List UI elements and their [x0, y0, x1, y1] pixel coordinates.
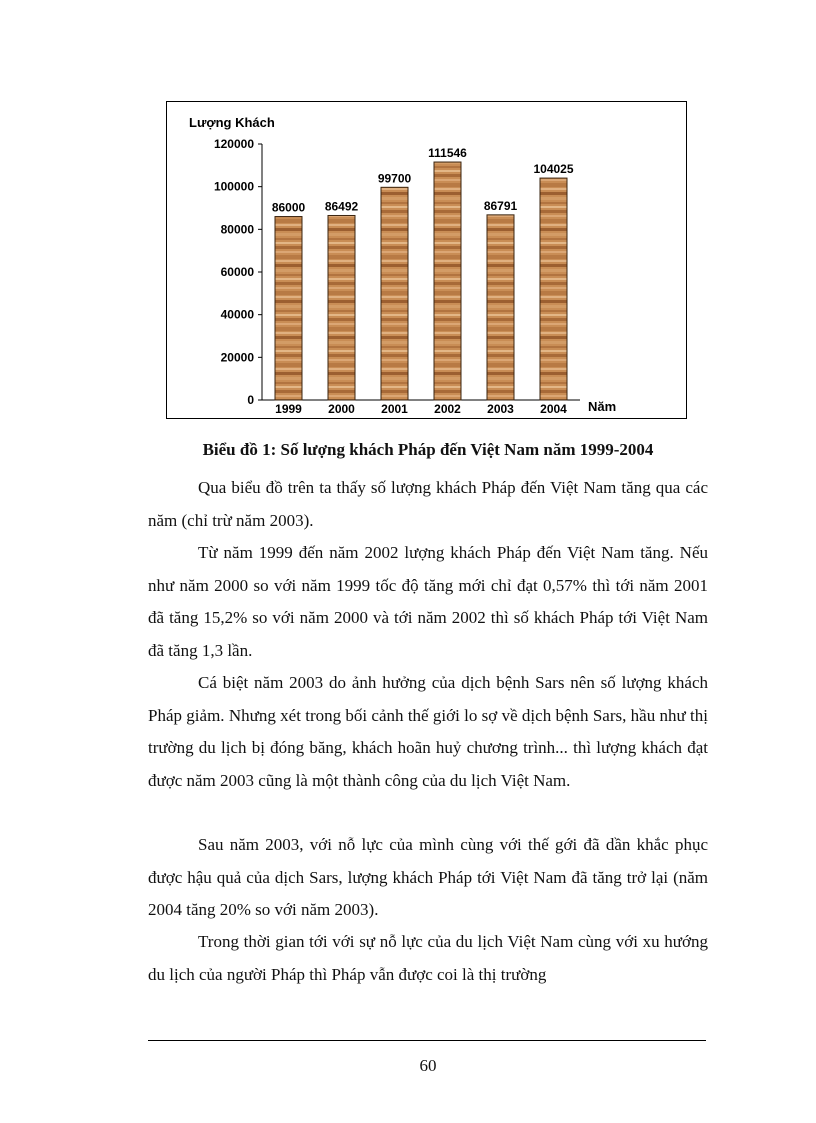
paragraph-4: Sau năm 2003, với nỗ lực của mình cùng với thế gới đã dần khắc phục được hậu quả của dịch Sars, lượng khách Pháp tới Việt Nam đã tăng trở lại (năm 2004 tăng 20% so với năm 2003). [148, 835, 708, 919]
paragraph-3: Cá biệt năm 2003 do ảnh hưởng của dịch bệnh Sars nên số lượng khách Pháp giảm. Nhưng xét trong bối cảnh thế giới lo sợ về dịch bệnh Sars, hầu như thị trường du lịch bị đóng băng, khách hoãn huỷ chương trình... thì lượng khách đạt được năm 2003 cũng là một thành công của du lịch Việt Nam. [148, 673, 708, 790]
bar-data-label: 86492 [324, 199, 359, 214]
bar-data-label: 104025 [533, 162, 574, 177]
paragraph-5: Trong thời gian tới với sự nỗ lực của du lịch Việt Nam cùng với xu hướng du lịch của người Pháp thì Pháp vẫn được coi là thị trường [148, 932, 708, 984]
y-tick-label: 80000 [220, 222, 254, 237]
bar [275, 217, 302, 400]
x-tick-label: 2002 [434, 402, 461, 416]
y-tick-label: 120000 [213, 137, 254, 151]
chart-frame [166, 101, 687, 419]
y-tick-label: 0 [247, 393, 254, 407]
x-tick-label: 2000 [328, 402, 355, 416]
y-tick-label: 60000 [220, 265, 254, 279]
x-tick-label: 2004 [540, 402, 567, 416]
x-tick-label: 2003 [487, 402, 514, 416]
bar [487, 215, 514, 400]
bar-data-label: 111546 [428, 146, 467, 161]
bar-data-label: 99700 [377, 171, 412, 186]
footer-rule [148, 1040, 706, 1041]
y-tick-label: 40000 [220, 307, 254, 322]
bar [434, 162, 461, 400]
paragraph-2: Từ năm 1999 đến năm 2002 lượng khách Pháp đến Việt Nam tăng. Nếu như năm 2000 so với năm 1999 tốc độ tăng mới chỉ đạt 0,57% thì tới năm 2001 đã tăng 15,2% so với năm 2000 và tới năm 2002 thì số khách Pháp tới Việt Nam đã tăng 1,3 lần. [148, 543, 708, 660]
x-tick-label: 1999 [275, 402, 302, 416]
paragraph-1: Qua biểu đồ trên ta thấy số lượng khách Pháp đến Việt Nam tăng qua các năm (chỉ trừ năm 2003). [148, 478, 708, 530]
bar [328, 215, 355, 400]
page-number: 60 [419, 1056, 437, 1075]
y-tick-label: 20000 [220, 350, 254, 365]
bar [381, 187, 408, 400]
x-axis-title: Năm [588, 399, 617, 414]
y-tick-label: 100000 [213, 179, 254, 194]
bar-data-label: 86791 [483, 198, 518, 213]
y-axis-title: Lượng Khách [189, 115, 275, 130]
x-tick-label: 2001 [381, 402, 408, 416]
figure-caption: Biểu đồ 1: Số lượng khách Pháp đến Việt Nam năm 1999-2004 [202, 440, 654, 459]
bar [540, 178, 567, 400]
bar-chart [167, 102, 688, 420]
bar-data-label: 86000 [271, 200, 306, 215]
